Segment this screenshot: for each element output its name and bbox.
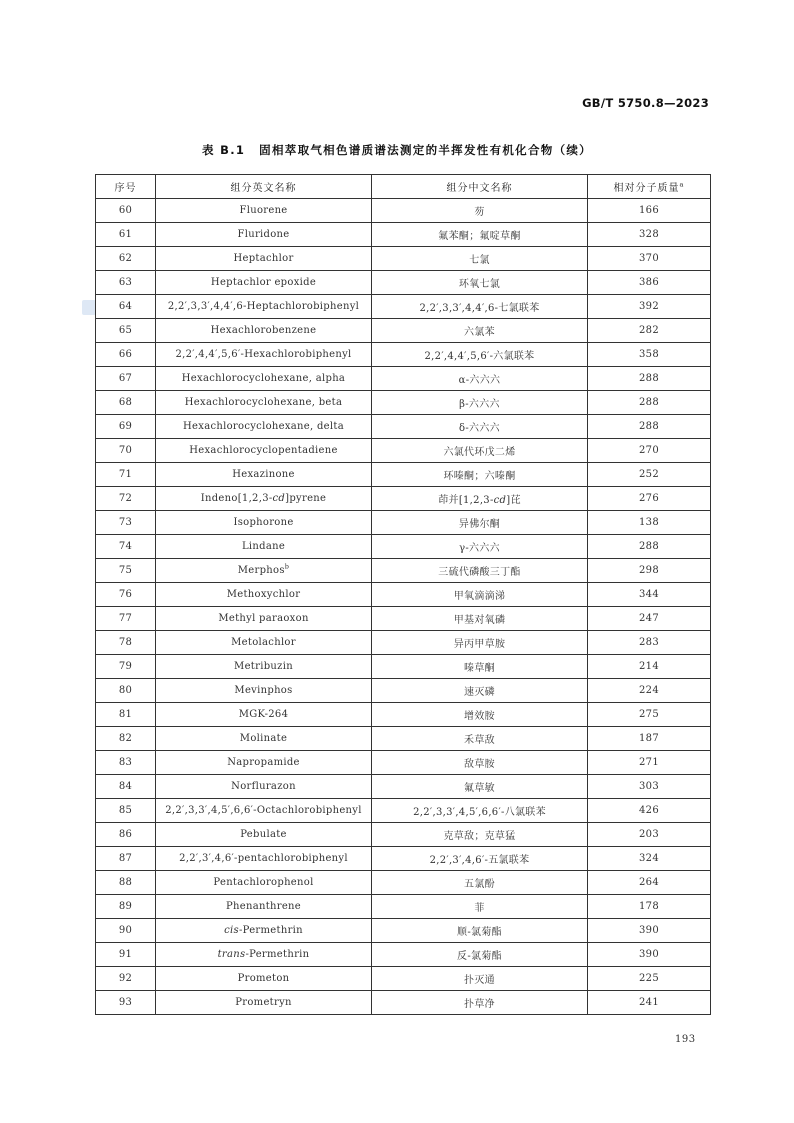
cell-molecular-mass: 187 bbox=[588, 727, 711, 751]
cell-seq: 93 bbox=[96, 991, 156, 1015]
cell-english-name: Fluridone bbox=[156, 223, 372, 247]
table-row bbox=[96, 847, 711, 871]
cell-molecular-mass: 288 bbox=[588, 367, 711, 391]
cell-molecular-mass: 328 bbox=[588, 223, 711, 247]
cell-chinese-name: 2,2′,4,4′,5,6′-六氯联苯 bbox=[372, 343, 588, 367]
table-row bbox=[96, 679, 711, 703]
cell-chinese-name: 嗪草酮 bbox=[372, 655, 588, 679]
cell-molecular-mass: 225 bbox=[588, 967, 711, 991]
table-row bbox=[96, 943, 711, 967]
cell-footnote-mark: b bbox=[284, 562, 290, 571]
cell-chinese-name: 五氯酚 bbox=[372, 871, 588, 895]
cell-molecular-mass: 224 bbox=[588, 679, 711, 703]
cell-chinese-name: 六氯苯 bbox=[372, 319, 588, 343]
cell-chinese-name: 环氧七氯 bbox=[372, 271, 588, 295]
header-chinese-name: 组分中文名称 bbox=[372, 175, 588, 199]
cell-seq: 67 bbox=[96, 367, 156, 391]
table-row bbox=[96, 247, 711, 271]
cell-english-name: Indeno[1,2,3-cd]pyrene bbox=[156, 487, 372, 511]
compounds-table bbox=[95, 174, 711, 1015]
table-row bbox=[96, 895, 711, 919]
cell-seq: 72 bbox=[96, 487, 156, 511]
cell-english-name: Isophorone bbox=[156, 511, 372, 535]
cell-seq: 90 bbox=[96, 919, 156, 943]
cell-chinese-name: 甲氧滴滴涕 bbox=[372, 583, 588, 607]
cell-molecular-mass: 178 bbox=[588, 895, 711, 919]
cell-english-name: Norflurazon bbox=[156, 775, 372, 799]
table-caption-title: 固相萃取气相色谱质谱法测定的半挥发性有机化合物（续） bbox=[259, 143, 592, 157]
cell-english-name: Hexachlorocyclohexane, beta bbox=[156, 391, 372, 415]
cell-english-name: MGK-264 bbox=[156, 703, 372, 727]
cell-chinese-name: 氟苯酮；氟啶草酮 bbox=[372, 223, 588, 247]
table-row bbox=[96, 655, 711, 679]
cell-molecular-mass: 390 bbox=[588, 919, 711, 943]
table-row bbox=[96, 727, 711, 751]
cell-molecular-mass: 370 bbox=[588, 247, 711, 271]
table-header-row bbox=[96, 175, 711, 199]
cell-molecular-mass: 252 bbox=[588, 463, 711, 487]
cell-seq: 68 bbox=[96, 391, 156, 415]
cell-molecular-mass: 390 bbox=[588, 943, 711, 967]
table-row bbox=[96, 439, 711, 463]
cell-english-name: Hexachlorocyclopentadiene bbox=[156, 439, 372, 463]
cell-seq: 75 bbox=[96, 559, 156, 583]
cell-molecular-mass: 166 bbox=[588, 199, 711, 223]
table-row bbox=[96, 295, 711, 319]
cell-molecular-mass: 270 bbox=[588, 439, 711, 463]
table-row bbox=[96, 751, 711, 775]
cell-chinese-name: 七氯 bbox=[372, 247, 588, 271]
cell-seq: 65 bbox=[96, 319, 156, 343]
cell-english-name: Hexazinone bbox=[156, 463, 372, 487]
cell-english-name: Heptachlor bbox=[156, 247, 372, 271]
cell-chinese-name: 禾草敌 bbox=[372, 727, 588, 751]
table-row bbox=[96, 631, 711, 655]
table-row bbox=[96, 703, 711, 727]
cell-molecular-mass: 344 bbox=[588, 583, 711, 607]
cell-chinese-name: 异佛尔酮 bbox=[372, 511, 588, 535]
cell-english-name: Metolachlor bbox=[156, 631, 372, 655]
cell-chinese-name: δ-六六六 bbox=[372, 415, 588, 439]
cell-english-name: Heptachlor epoxide bbox=[156, 271, 372, 295]
cell-english-name: Pebulate bbox=[156, 823, 372, 847]
cell-english-name: Fluorene bbox=[156, 199, 372, 223]
cell-chinese-name: 六氯代环戊二烯 bbox=[372, 439, 588, 463]
table-row bbox=[96, 319, 711, 343]
cell-chinese-name: γ-六六六 bbox=[372, 535, 588, 559]
cell-chinese-name: 三硫代磷酸三丁酯 bbox=[372, 559, 588, 583]
cell-molecular-mass: 288 bbox=[588, 415, 711, 439]
cell-molecular-mass: 298 bbox=[588, 559, 711, 583]
header-mass-footnote-mark: a bbox=[679, 180, 685, 189]
cell-english-name: Phenanthrene bbox=[156, 895, 372, 919]
cell-chinese-name: 异丙甲草胺 bbox=[372, 631, 588, 655]
cell-seq: 83 bbox=[96, 751, 156, 775]
cell-seq: 70 bbox=[96, 439, 156, 463]
cell-english-name: cis-Permethrin bbox=[156, 919, 372, 943]
cell-molecular-mass: 303 bbox=[588, 775, 711, 799]
cell-chinese-name: α-六六六 bbox=[372, 367, 588, 391]
cell-molecular-mass: 282 bbox=[588, 319, 711, 343]
cell-english-name: Pentachlorophenol bbox=[156, 871, 372, 895]
header-english-name: 组分英文名称 bbox=[156, 175, 372, 199]
cell-chinese-name: 2,2′,3,3′,4,5′,6,6′-八氯联苯 bbox=[372, 799, 588, 823]
cell-english-name: Methyl paraoxon bbox=[156, 607, 372, 631]
cell-seq: 63 bbox=[96, 271, 156, 295]
cell-english-name: Hexachlorobenzene bbox=[156, 319, 372, 343]
table-row bbox=[96, 511, 711, 535]
table-row bbox=[96, 367, 711, 391]
cell-english-name: 2,2′,3,3′,4,4′,6-Heptachlorobiphenyl bbox=[156, 295, 372, 319]
cell-english-name: Napropamide bbox=[156, 751, 372, 775]
cell-chinese-name: β-六六六 bbox=[372, 391, 588, 415]
table-caption-label: 表 B.1 bbox=[202, 143, 246, 157]
table-row bbox=[96, 919, 711, 943]
cell-molecular-mass: 275 bbox=[588, 703, 711, 727]
header-molecular-mass-label: 相对分子质量 bbox=[613, 183, 680, 194]
cell-english-name: Lindane bbox=[156, 535, 372, 559]
cell-molecular-mass: 276 bbox=[588, 487, 711, 511]
cell-seq: 60 bbox=[96, 199, 156, 223]
cell-seq: 61 bbox=[96, 223, 156, 247]
table-row bbox=[96, 535, 711, 559]
cell-chinese-name: 芴 bbox=[372, 199, 588, 223]
cell-seq: 79 bbox=[96, 655, 156, 679]
cell-molecular-mass: 426 bbox=[588, 799, 711, 823]
cell-chinese-name: 扑灭通 bbox=[372, 967, 588, 991]
cell-seq: 73 bbox=[96, 511, 156, 535]
cell-molecular-mass: 264 bbox=[588, 871, 711, 895]
cell-seq: 92 bbox=[96, 967, 156, 991]
cell-molecular-mass: 392 bbox=[588, 295, 711, 319]
cell-molecular-mass: 324 bbox=[588, 847, 711, 871]
cell-seq: 84 bbox=[96, 775, 156, 799]
table-row bbox=[96, 559, 711, 583]
cell-chinese-name: 克草敌；克草猛 bbox=[372, 823, 588, 847]
cell-seq: 66 bbox=[96, 343, 156, 367]
cell-chinese-name: 反-氯菊酯 bbox=[372, 943, 588, 967]
cell-chinese-name: 氟草敏 bbox=[372, 775, 588, 799]
table-row bbox=[96, 415, 711, 439]
cell-seq: 77 bbox=[96, 607, 156, 631]
cell-molecular-mass: 138 bbox=[588, 511, 711, 535]
cell-molecular-mass: 241 bbox=[588, 991, 711, 1015]
cell-chinese-name: 菲 bbox=[372, 895, 588, 919]
cell-molecular-mass: 288 bbox=[588, 535, 711, 559]
table-row bbox=[96, 583, 711, 607]
cell-chinese-name: 扑草净 bbox=[372, 991, 588, 1015]
table-row bbox=[96, 607, 711, 631]
cell-chinese-name: 2,2′,3,3′,4,4′,6-七氯联苯 bbox=[372, 295, 588, 319]
table-row bbox=[96, 991, 711, 1015]
table-row bbox=[96, 967, 711, 991]
cell-seq: 76 bbox=[96, 583, 156, 607]
cell-chinese-name: 增效胺 bbox=[372, 703, 588, 727]
table-row bbox=[96, 391, 711, 415]
cell-english-name: Methoxychlor bbox=[156, 583, 372, 607]
cell-seq: 69 bbox=[96, 415, 156, 439]
cell-seq: 86 bbox=[96, 823, 156, 847]
cell-molecular-mass: 203 bbox=[588, 823, 711, 847]
cell-english-name: Prometon bbox=[156, 967, 372, 991]
cell-english-name: Mevinphos bbox=[156, 679, 372, 703]
table-row bbox=[96, 871, 711, 895]
cell-seq: 74 bbox=[96, 535, 156, 559]
cell-molecular-mass: 283 bbox=[588, 631, 711, 655]
cell-english-name: Metribuzin bbox=[156, 655, 372, 679]
cell-seq: 87 bbox=[96, 847, 156, 871]
cell-english-name: 2,2′,4,4′,5,6′-Hexachlorobiphenyl bbox=[156, 343, 372, 367]
cell-english-name: Merphos$^b$ bbox=[156, 559, 372, 583]
cell-seq: 82 bbox=[96, 727, 156, 751]
cell-english-name: trans-Permethrin bbox=[156, 943, 372, 967]
cell-chinese-name: 茚并[1,2,3-cd]芘 bbox=[372, 487, 588, 511]
cell-chinese-name: 2,2′,3′,4,6′-五氯联苯 bbox=[372, 847, 588, 871]
cell-seq: 64 bbox=[96, 295, 156, 319]
cell-molecular-mass: 214 bbox=[588, 655, 711, 679]
cell-chinese-name: 顺-氯菊酯 bbox=[372, 919, 588, 943]
cell-english-name: Hexachlorocyclohexane, delta bbox=[156, 415, 372, 439]
page-number: 193 bbox=[675, 1034, 696, 1045]
table-row bbox=[96, 775, 711, 799]
cell-molecular-mass: 288 bbox=[588, 391, 711, 415]
cell-chinese-name: 环嗪酮；六嗪酮 bbox=[372, 463, 588, 487]
watermark-mark bbox=[82, 300, 96, 315]
cell-chinese-name: 甲基对氧磷 bbox=[372, 607, 588, 631]
cell-seq: 91 bbox=[96, 943, 156, 967]
table-row bbox=[96, 223, 711, 247]
cell-molecular-mass: 358 bbox=[588, 343, 711, 367]
cell-seq: 89 bbox=[96, 895, 156, 919]
cell-chinese-name: 速灭磷 bbox=[372, 679, 588, 703]
table-row bbox=[96, 487, 711, 511]
table-row bbox=[96, 823, 711, 847]
table-row bbox=[96, 343, 711, 367]
table-body bbox=[96, 199, 711, 1015]
cell-seq: 62 bbox=[96, 247, 156, 271]
cell-english-name: Hexachlorocyclohexane, alpha bbox=[156, 367, 372, 391]
table-row bbox=[96, 463, 711, 487]
table-row bbox=[96, 799, 711, 823]
cell-molecular-mass: 247 bbox=[588, 607, 711, 631]
cell-seq: 80 bbox=[96, 679, 156, 703]
cell-seq: 85 bbox=[96, 799, 156, 823]
cell-chinese-name: 敌草胺 bbox=[372, 751, 588, 775]
cell-seq: 81 bbox=[96, 703, 156, 727]
cell-english-name: 2,2′,3,3′,4,5′,6,6′-Octachlorobiphenyl bbox=[156, 799, 372, 823]
cell-seq: 78 bbox=[96, 631, 156, 655]
cell-english-name: Molinate bbox=[156, 727, 372, 751]
cell-seq: 88 bbox=[96, 871, 156, 895]
table-row bbox=[96, 271, 711, 295]
cell-english-name: Prometryn bbox=[156, 991, 372, 1015]
table-row bbox=[96, 199, 711, 223]
cell-molecular-mass: 386 bbox=[588, 271, 711, 295]
header-molecular-mass bbox=[588, 175, 711, 199]
table-caption bbox=[0, 142, 794, 158]
standard-code: GB/T 5750.8—2023 bbox=[582, 96, 709, 110]
cell-molecular-mass: 271 bbox=[588, 751, 711, 775]
cell-english-name: 2,2′,3′,4,6′-pentachlorobiphenyl bbox=[156, 847, 372, 871]
cell-seq: 71 bbox=[96, 463, 156, 487]
header-seq: 序号 bbox=[96, 175, 156, 199]
